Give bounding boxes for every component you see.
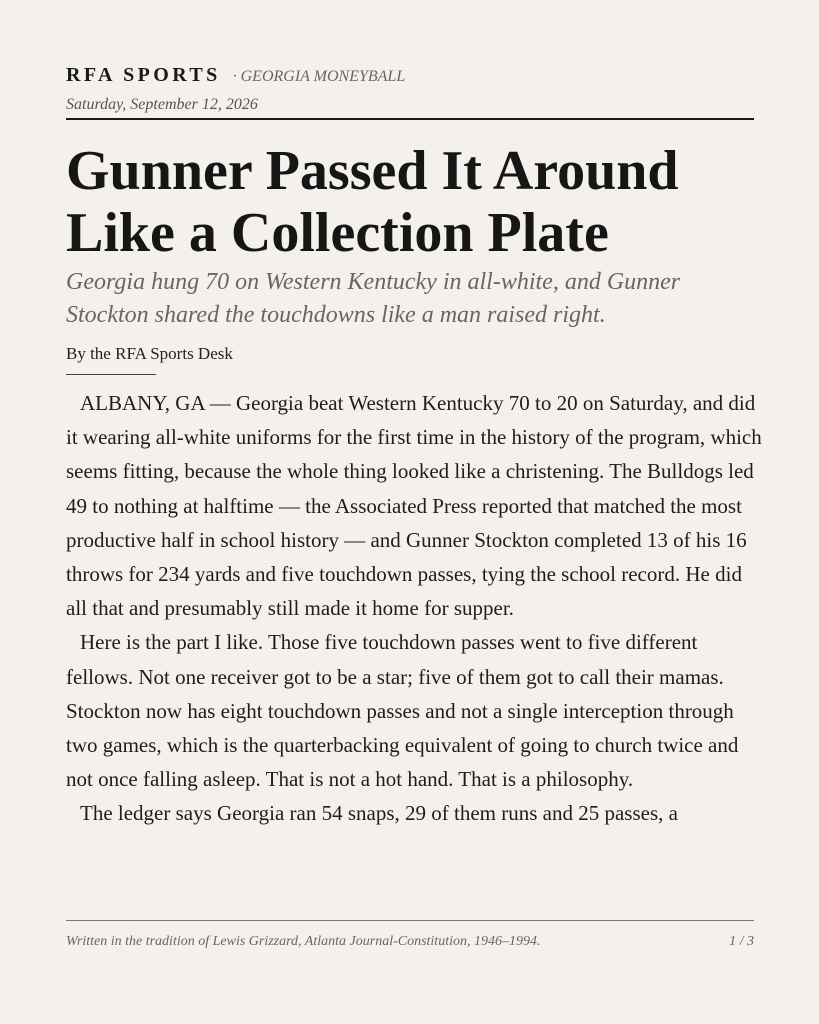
article-body [66, 386, 762, 904]
section-label: · GEORGIA MONEYBALL [232, 68, 406, 85]
body-paragraph: ALBANY, GA — Georgia beat Western Kentucky 70 to 20 on Saturday, and did it wearing all-white uniforms for the first time in the history of the program, which seems fitting, because the whole thing looked like a christening. The Bulldogs led 49 to nothing at halftime — the Associated Press reported that matched the most productive half in school history — and Gunner Stockton completed 13 of his 16 throws for 234 yards and five touchdown passes, tying the school record. He did all that and presumably still made it home for supper. [66, 391, 762, 621]
byline: By the RFA Sports Desk [66, 344, 233, 363]
publication-name: RFA SPORTS [66, 64, 221, 86]
body-paragraph: Here is the part I like. Those five touchdown passes went to five different fellows. Not one receiver got to be a star; five of them got to call their mamas. Stockton now has eight touchdown passes and not a single interception through two games, which is the quarterbacking equivalent of going to church twice and not once falling asleep. That is not a hot hand. That is a philosophy. [66, 630, 739, 792]
masthead-divider [66, 118, 754, 120]
headline: Gunner Passed It Around Like a Collection Plate [66, 140, 679, 264]
footer-divider [66, 920, 754, 921]
deck: Georgia hung 70 on Western Kentucky in all-white, and Gunner Stockton shared the touchdowns like a man raised right. [66, 269, 681, 328]
masthead [66, 64, 754, 94]
body-paragraph: The ledger says Georgia ran 54 snaps, 29 of them runs and 25 passes, a [80, 801, 678, 826]
byline-divider [66, 374, 156, 375]
article-page [66, 0, 762, 1024]
publication-date: Saturday, September 12, 2026 [66, 96, 258, 113]
page-number: 1 / 3 [729, 934, 754, 949]
footer-note: Written in the tradition of Lewis Grizzard, Atlanta Journal-Constitution, 1946–1994. [66, 934, 541, 949]
